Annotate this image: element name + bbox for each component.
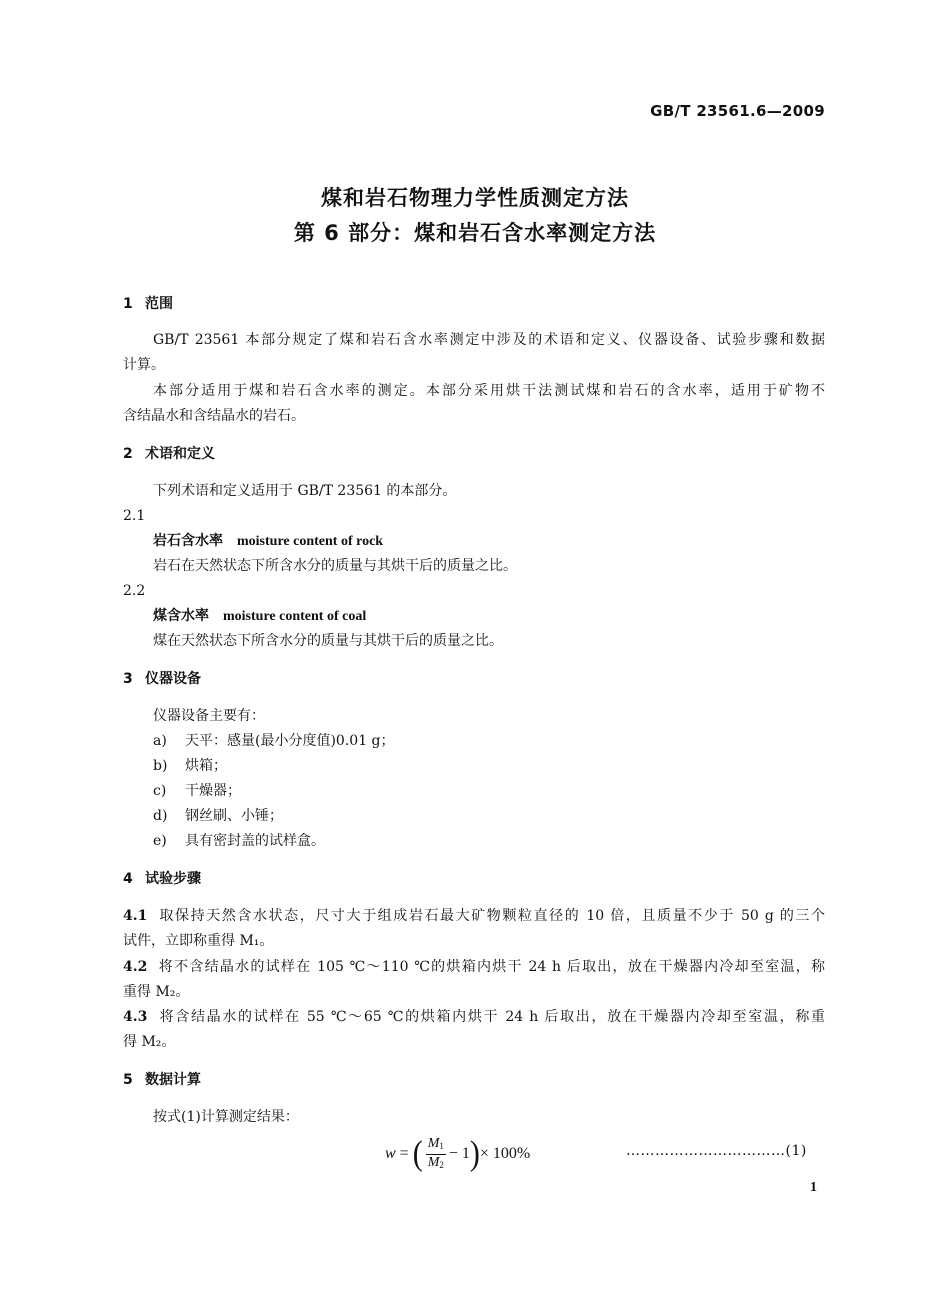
- term-2-1-number: 2.1: [123, 508, 146, 524]
- step-4-2-line-1: [123, 957, 825, 977]
- s2-intro: 下列术语和定义适用于 GB/T 23561 的本部分。: [153, 483, 457, 499]
- s1-paragraph-2-line-2: 含结晶水和含结晶水的岩石。: [123, 408, 305, 424]
- section-1-heading: [123, 294, 173, 314]
- s5-intro: 按式(1)计算测定结果：: [153, 1109, 299, 1125]
- step-number: 4.2: [123, 959, 148, 975]
- s1-paragraph-2-line-1: 本部分适用于煤和岩石含水率的测定。本部分采用烘干法测试煤和岩石的含水率，适用于矿物不: [153, 383, 825, 399]
- list-item-label: c): [153, 783, 167, 799]
- formula-minus-one: − 1: [448, 1145, 470, 1162]
- step-4-1-line-1: [123, 906, 825, 926]
- list-item: [153, 806, 283, 826]
- list-item: [153, 756, 227, 776]
- section-number: 1: [123, 296, 133, 312]
- section-2-heading: [123, 444, 215, 464]
- step-text: 取保持天然含水状态，尺寸大于组成岩石最大矿物颗粒直径的 10 倍，且质量不少于 50 g 的三个: [159, 908, 825, 924]
- term-en: moisture content of rock: [237, 534, 384, 549]
- step-number: 4.1: [123, 908, 148, 924]
- section-title: 试验步骤: [145, 871, 201, 887]
- section-3-heading: [123, 669, 201, 689]
- step-number: 4.3: [123, 1009, 148, 1025]
- fraction: [426, 1136, 446, 1173]
- list-item-text: 具有密封盖的试样盒。: [185, 833, 325, 849]
- term-en: moisture content of coal: [223, 609, 367, 624]
- list-item: [153, 831, 325, 851]
- section-title: 仪器设备: [145, 671, 201, 687]
- step-4-2-line-2: 重得 M₂。: [123, 984, 190, 1000]
- numerator-var: M: [427, 1135, 440, 1151]
- numerator-sub: 1: [439, 1140, 444, 1151]
- step-4-3-line-1: [123, 1007, 825, 1027]
- term-cn: 岩石含水率: [153, 533, 223, 549]
- section-title: 数据计算: [145, 1072, 201, 1088]
- section-title: 范围: [145, 296, 173, 312]
- denominator: [426, 1155, 446, 1173]
- section-number: 2: [123, 446, 133, 462]
- formula-1: [385, 1134, 530, 1174]
- left-paren: (: [412, 1134, 423, 1173]
- denominator-sub: 2: [439, 1159, 444, 1170]
- term-2-1: [153, 531, 383, 552]
- right-paren: ): [469, 1134, 480, 1173]
- section-number: 4: [123, 871, 133, 887]
- list-item: [153, 781, 241, 801]
- list-item-label: e): [153, 833, 167, 849]
- term-2-2: [153, 606, 366, 627]
- title-line-1: 煤和岩石物理力学性质测定方法: [321, 186, 629, 210]
- term-2-2-definition: 煤在天然状态下所含水分的质量与其烘干后的质量之比。: [153, 633, 503, 649]
- section-number: 5: [123, 1072, 133, 1088]
- step-4-3-line-2: 得 M₂。: [123, 1034, 176, 1050]
- equation-number: ……………………………(1): [626, 1143, 807, 1159]
- section-title: 术语和定义: [145, 446, 215, 462]
- list-item-text: 烘箱；: [185, 758, 227, 774]
- standard-code: GB/T 23561.6—2009: [650, 102, 825, 120]
- formula-lhs: w: [385, 1145, 396, 1162]
- list-item-text: 钢丝刷、小锤；: [185, 808, 283, 824]
- term-2-1-definition: 岩石在天然状态下所含水分的质量与其烘干后的质量之比。: [153, 558, 517, 574]
- step-text: 将含结晶水的试样在 55 ℃～65 ℃的烘箱内烘干 24 h 后取出，放在干燥器内冷却至室温，称重: [159, 1009, 825, 1025]
- term-2-2-number: 2.2: [123, 583, 146, 599]
- section-number: 3: [123, 671, 133, 687]
- title-line-2: 第 6 部分：煤和岩石含水率测定方法: [293, 221, 657, 245]
- list-item-label: a): [153, 733, 167, 749]
- denominator-var: M: [427, 1154, 440, 1170]
- numerator: [426, 1136, 446, 1155]
- list-item: [153, 731, 395, 751]
- formula-equals: =: [399, 1145, 409, 1162]
- formula-times: × 100%: [479, 1145, 531, 1162]
- list-item-text: 天平：感量(最小分度值)0.01 g；: [185, 733, 395, 749]
- page-number: 1: [810, 1180, 817, 1195]
- step-text: 将不含结晶水的试样在 105 ℃～110 ℃的烘箱内烘干 24 h 后取出，放在干燥器内冷却至室温，称: [158, 959, 825, 975]
- s1-paragraph-1-line-2: 计算。: [123, 357, 165, 373]
- list-item-label: b): [153, 758, 168, 774]
- step-4-1-line-2: 试件，立即称重得 M₁。: [123, 933, 274, 949]
- section-5-heading: [123, 1070, 201, 1090]
- s1-paragraph-1-line-1: GB/T 23561 本部分规定了煤和岩石含水率测定中涉及的术语和定义、仪器设备、试验步骤和数据: [153, 332, 825, 348]
- list-item-label: d): [153, 808, 168, 824]
- s3-intro: 仪器设备主要有：: [153, 708, 265, 724]
- list-item-text: 干燥器；: [185, 783, 241, 799]
- section-4-heading: [123, 869, 201, 889]
- term-cn: 煤含水率: [153, 608, 209, 624]
